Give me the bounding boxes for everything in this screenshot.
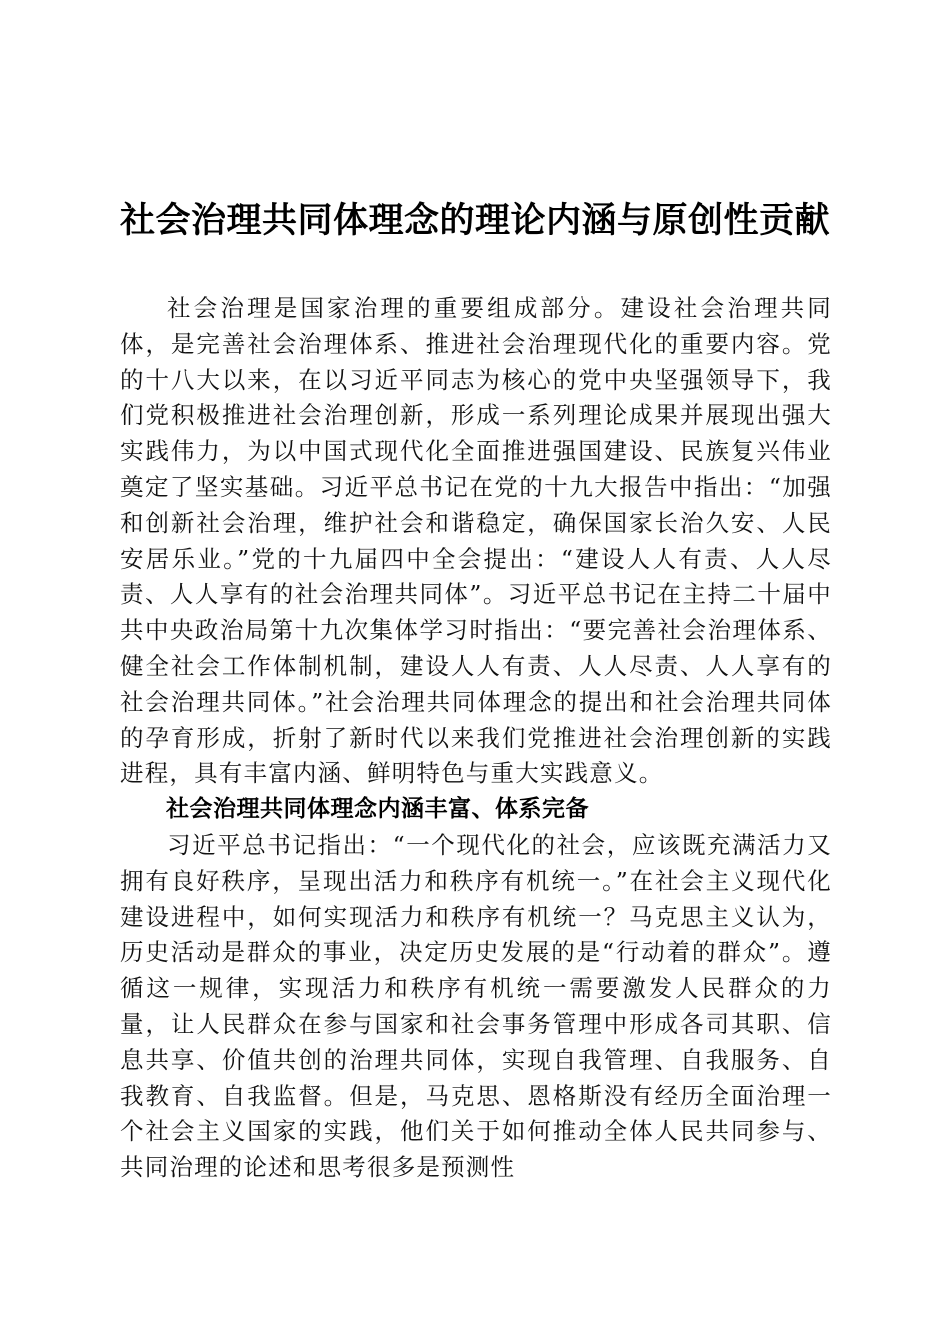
document-title: 社会治理共同体理念的理论内涵与原创性贡献: [119, 200, 830, 241]
section-heading: 社会治理共同体理念内涵丰富、体系完备: [166, 796, 589, 823]
document-body: [120, 291, 832, 1186]
body-paragraph-intro: 社会治理是国家治理的重要组成部分。建设社会治理共同体，是完善社会治理体系、推进社会治理现代化的重要内容。党的十八大以来，在以习近平同志为核心的党中央坚强领导下，我们党积极推进社会治理创新，形成一系列理论成果并展现出强大实践伟力，为以中国式现代化全面推进强国建设、民族复兴伟业奠定了坚实基础。习近平总书记在党的十九大报告中指出：“加强和创新社会治理，维护社会和谐稳定，确保国家长治久安、人民安居乐业。”党的十九届四中全会提出：“建设人人有责、人人尽责、人人享有的社会治理共同体”。习近平总书记在主持二十届中共中央政治局第十九次集体学习时指出：“要完善社会治理体系、健全社会工作体制机制，建设人人有责、人人尽责、人人享有的社会治理共同体。”社会治理共同体理念的提出和社会治理共同体的孕育形成，折射了新时代以来我们党推进社会治理创新的实践进程，具有丰富内涵、鲜明特色与重大实践意义。: [120, 294, 832, 788]
body-paragraph-section-1: 习近平总书记指出：“一个现代化的社会，应该既充满活力又拥有良好秩序，呈现出活力和秩序有机统一。”在社会主义现代化建设进程中，如何实现活力和秩序有机统一？马克思主义认为，历史活动是群众的事业，决定历史发展的是“行动着的群众”。遵循这一规律，实现活力和秩序有机统一需要激发人民群众的力量，让人民群众在参与国家和社会事务管理中形成各司其职、信息共享、价值共创的治理共同体，实现自我管理、自我服务、自我教育、自我监督。但是，马克思、恩格斯没有经历全面治理一个社会主义国家的实践，他们关于如何推动全体人民共同参与、共同治理的论述和思考很多是预测性: [120, 830, 832, 1182]
